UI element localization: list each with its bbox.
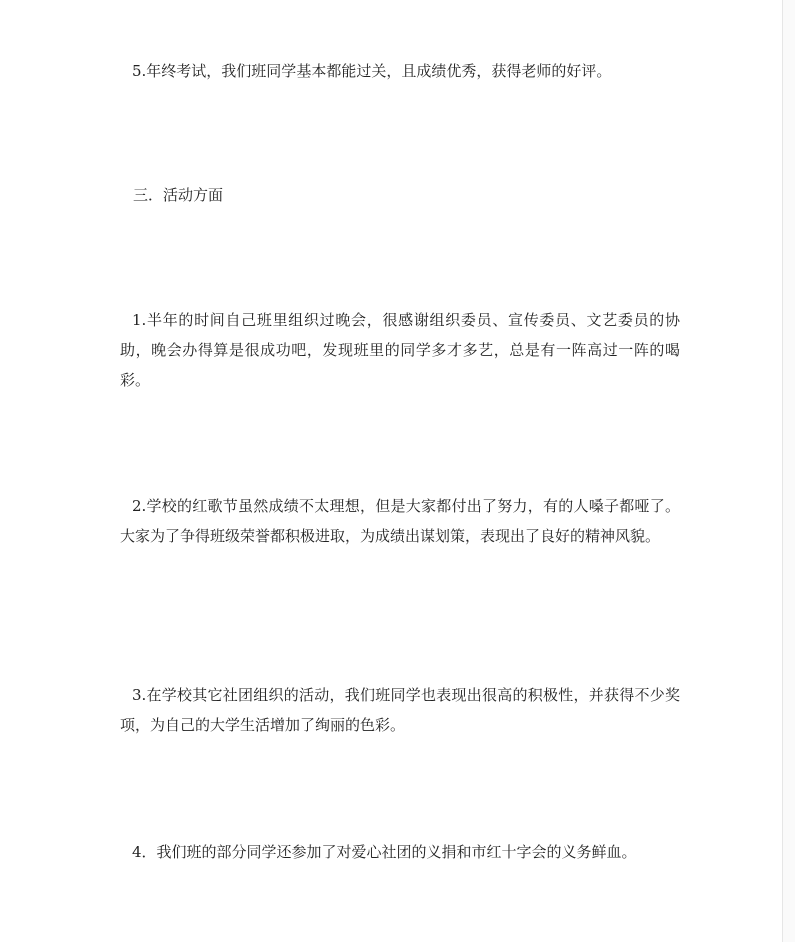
scroll-gutter[interactable] <box>783 0 795 942</box>
paragraph-activity-1: 1.半年的时间自己班里组织过晚会，很感谢组织委员、宣传委员、文艺委员的协助，晚会办得算是很成功吧，发现班里的同学多才多艺，总是有一阵高过一阵的喝彩。 <box>120 311 680 389</box>
section-heading-activities: 三．活动方面 <box>133 186 224 204</box>
paragraph-exam-result: 5.年终考试，我们班同学基本都能过关，且成绩优秀，获得老师的好评。 <box>132 62 612 80</box>
paragraph-activity-2: 2.学校的红歌节虽然成绩不太理想，但是大家都付出了努力，有的人嗓子都哑了。大家为了争得班级荣誉都积极进取，为成绩出谋划策，表现出了良好的精神风貌。 <box>120 497 680 545</box>
paragraph-activity-4: 4．我们班的部分同学还参加了对爱心社团的义捐和市红十字会的义务鲜血。 <box>132 843 637 861</box>
paragraph-activity-3: 3.在学校其它社团组织的活动，我们班同学也表现出很高的积极性，并获得不少奖项，为自己的大学生活增加了绚丽的色彩。 <box>120 686 680 734</box>
